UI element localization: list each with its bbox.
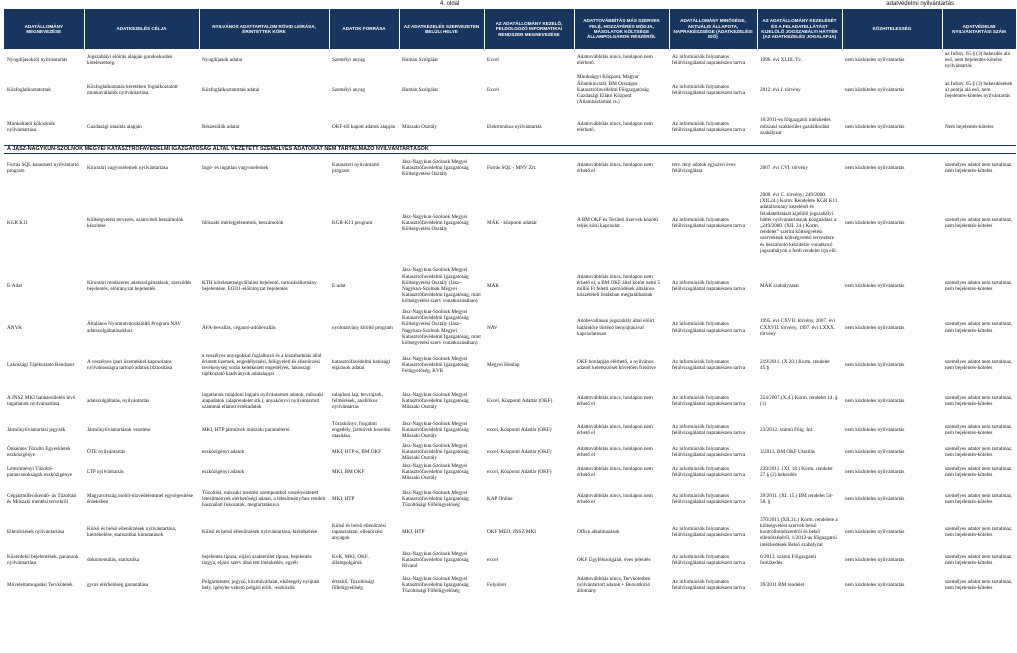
table-cell: Az információk folyamatos felülvizsgálattal naprakészen tartva xyxy=(672,526,746,539)
table-cell: Gazdasági utasítás alapján xyxy=(87,123,142,130)
table-cell: Az információk folyamatos felülvizsgálattal naprakészen tartva xyxy=(672,53,746,66)
table-cell: Jász-Nagykun-Szolnok Megyei Katasztrófavédelmi Igazgatóság Tűzoltósági Főfelügyelőség xyxy=(402,575,469,595)
table-cell: MKI, HTP xyxy=(332,496,355,503)
table-cell: 254/2007.(X.4.) Korm. rendelet 14. § (1) xyxy=(760,395,838,408)
table-cell: NAV xyxy=(487,324,498,331)
table-cell: Közfoglalkoztatottak xyxy=(7,86,51,93)
page-header xyxy=(0,0,960,9)
table-cell: 16/2011-es főigazgatói intézkedés műszaki szakterület gazdálkodási szabályzat xyxy=(760,117,831,136)
table-cell: OKF honlapján elérhető, a nyilvános adatok keletkezését követően frissítve xyxy=(577,359,656,372)
table-cell: Adattovábbítás nincs, honlapon nem elérhető. xyxy=(577,53,653,66)
table-cell: Az információk folyamatos felülvizsgálattal naprakészen tartva xyxy=(672,216,746,229)
table-cell: Gépjárműfecskendő- ás Tűzoltási és Műszaki mentési tervekről xyxy=(7,493,77,506)
table-cell: 370/2011.(XII.31.) Korm. rendelete a költségvetési szervek belső kontrollrendszeréről és belső ellenőrzéséről, 1/2013-as főigazgatói intézkedések Belső szabályzat xyxy=(760,516,838,548)
table-cell: MÁK szabályzatai xyxy=(760,282,799,289)
table-row xyxy=(4,109,1016,145)
table-cell: Kataszteri nyilvántartó program xyxy=(332,162,380,175)
table-cell: KGR-K11 program xyxy=(332,219,373,226)
table-cell: MÁK xyxy=(487,282,500,289)
table-cell: Az információk folyamatos felülvizsgálattal naprakészen tartva xyxy=(672,424,746,437)
table-cell: 1996. évi XLIII. Tv. xyxy=(760,56,802,63)
table-cell: nem közhiteles nyilvántartás xyxy=(845,557,905,564)
table-cell: nyomtatvány kitöltő program xyxy=(332,324,393,331)
table-cell: Az információk folyamatos felülvizsgálattal naprakészen tartva xyxy=(672,279,746,292)
table-cell: A veszélyes ipari üzemekkel kapcsolatos nyilvánosságra tartozó adatok biztosítása xyxy=(87,359,173,372)
table-cell: gyors elérhetőség garantálása xyxy=(87,582,149,589)
section-title: A JÁSZ-NAGYKUN-SZOLNOK MEGYEI KATASZTRÓFAVÉDELMI IGAZGATÓSÁG ÁLTAL VEZETETT SZEMÉLYES ADATOKAT NEM TARTALMAZÓ NYILVÁNTARTÁSOK xyxy=(4,145,1016,153)
table-cell: Általános Nyomtatványkitöltő Program NAV adatszolgáltatásokhoz xyxy=(87,321,181,334)
table-cell: Törzskönyv, forgalmi engedély, járművek kezelési utasítása xyxy=(332,420,391,440)
table-cell: Az információk folyamatos felülvizsgálattal naprakészen tartva xyxy=(672,321,746,334)
table-cell: OKF Ügyfélszolgálat, éves jelentés xyxy=(577,557,651,564)
table-cell: Excel xyxy=(487,56,499,63)
table-cell: Jász-Nagykun-Szolnok Megyei Katasztrófavédelmi Igazgatóság Költségvetési Osztály xyxy=(402,213,469,233)
table-cell: Munkaügyi Központ, Magyar Államkincstár, BM Országos Katasztrófavédelmi Főigazgatóság Gazdasági Ellátó Központ (Államháztartási rs.) xyxy=(577,74,649,106)
col-header: AZ ADATÁLLOMÁNY KEZELŐ, FELDOLGOZÓ INFORMATIKAI RENDSZER MEGNEVEZÉSE xyxy=(484,9,574,49)
col-header: ADATTOVÁBBÍTÁS MÁS SZERVEK FELÉ, HOZZÁFÉRÉS MÓDJA, MÁSOLATOK KÖLTSÉGE ÁLLAMPOLGÁROK RÉSZÉRŐL xyxy=(574,9,669,49)
table-cell: 6/2013. számú Főigazgatói Intézkedés xyxy=(760,554,817,567)
table-cell: Kincstári rendszeres adatszolgáltatások, szerződés bejelentés, előirányzat bejelentés xyxy=(87,279,192,292)
table-cell: Önkéntes Tűzoltó Egyesületek eszközigénye xyxy=(7,446,71,459)
table-cell: tulajdoni lap, tervrajzok, felmérések, analitikus nyilvántartás xyxy=(332,391,383,411)
table-cell: Közfoglalkoztatottak adatai xyxy=(202,86,260,93)
table-cell: Jász-Nagykun-Szolnok Megyei Katasztrófavédelmi Igazgatóság Költségvetési Osztály xyxy=(402,158,469,178)
table-cell: OKF MEO, JNSZ MKI xyxy=(487,529,536,536)
table-cell: Elektronikus nyilvántartás xyxy=(487,123,542,130)
table-cell: Az információk folyamatos felülvizsgálattal naprakészen tartva xyxy=(672,120,746,133)
table-cell: nem közhiteles nyilvántartás xyxy=(845,219,905,226)
table-cell: Külső és belső ellenőrzések nyilvántartása, kiértékelése, statisztikai kimutatások xyxy=(87,526,177,539)
table-cell: MKI, HTP járművek műszaki paraméterei xyxy=(202,427,290,434)
table-cell: ÖTE nyilvántartás xyxy=(87,449,126,456)
page-number: 4. oldal xyxy=(440,1,460,7)
table-cell: Adattovábbítás nincs, honlapon nem elérhető. xyxy=(577,120,653,133)
table-cell: dokumentálás, statisztika xyxy=(87,557,140,564)
table-cell: nem közhiteles nyilvántartás xyxy=(845,398,905,405)
table-row xyxy=(4,548,1016,572)
table-cell: 219/2011. (X.20.) Korm. rendelet 45.§ xyxy=(760,359,830,372)
table-cell: KGR K11 xyxy=(7,219,28,226)
table-cell: Külső és belső ellenőrzési tapasztalatai, ellenőrzési anyagok xyxy=(332,522,387,542)
table-cell: Jász-Nagykun-Szolnok Megyei Katasztrófavédelmi Igazgatóság Műszaki Osztály xyxy=(402,420,469,440)
table-cell: 39/2011 BM rendelet xyxy=(760,582,805,589)
table-cell: Az információk folyamatos felülvizsgálattal naprakészen tartva xyxy=(672,395,746,408)
table-cell: nem közhiteles nyilvántartás xyxy=(845,123,905,130)
table-cell: Jász-Nagykun-Szolnok Megyei Katasztrófavédelmi Igazgatóság Költségvetési Osztály (Jász-Nagykun-Szolnok Megyei Katasztrófavédelmi Igazgatóság, mint költségvetési szerv vonatkozásában) xyxy=(402,309,481,347)
table-cell: Adattovábbítás nincs, honlapon nem érhető el xyxy=(577,446,653,459)
table-cell: Személyi anyag xyxy=(332,56,365,63)
col-header: ADATVÉDELMI NYILVÁNTARTÁSI SZÁM xyxy=(942,9,1016,49)
table-cell: Magyarország mobil-tűzvédelemmel egységesítése érdekében xyxy=(87,493,194,506)
table-cell: Ellenőrzések nyilvántartása xyxy=(7,529,65,536)
table-cell: Tűzoltási, műszaki mentési szempontból veszélyeztetett létesítmények elérhetőségi adatai, a létesítmény/hez rendelt használati fokozatok, megtartatásuva xyxy=(202,489,326,509)
table-cell: személyes adatot nem tartalmaz, nem bejelentés-köteles xyxy=(945,493,1013,506)
table-cell: KvK, MKI, OKF, állampolgárok xyxy=(332,554,369,567)
table-cell: személyes adatot nem tartalmaz, nem bejelentés-köteles xyxy=(945,579,1013,592)
table-cell: Külső és belső ellenőrzések nyilvántartása, kiértékelése xyxy=(202,529,318,536)
table-cell: személyes adatot nem tartalmaz, nem bejelentés-köteles xyxy=(945,359,1013,372)
table-row xyxy=(4,442,1016,462)
table-cell: excel xyxy=(487,557,498,564)
table-cell: Nyugdíjasok adatai xyxy=(202,56,243,63)
table-row xyxy=(4,309,1016,346)
table-cell: E-Adat xyxy=(7,282,22,289)
table-cell: Az információk folyamatos felülvizsgálattal naprakészen tartva xyxy=(672,359,746,372)
table-cell: Nyugdíjasokról nyilvántartás xyxy=(7,56,68,63)
table-cell: személyes adatot nem tartalmaz, nem bejelentés-köteles xyxy=(945,321,1013,334)
table-cell: excel, Központi Adattár (OKF) xyxy=(487,427,552,434)
table-cell: Forrás SQL - MNV Zrt. xyxy=(487,165,537,172)
table-cell: Jász-Nagykun-Szolnok Megyei Katasztrófavédelmi Igazgatóság Műszaki Osztály xyxy=(402,442,469,462)
table-cell: Jász-Nagykun-Szolnok Megyei Katasztrófavédelmi Igazgatóság Költségvetési Osztály (Jász-Nagykun-Szolnok Megyei Katasztrófavédelmi Igazgatóság, mint költségvetési szerv vonatkozásában) xyxy=(402,267,481,305)
table-cell: Humán Szolgálat xyxy=(402,86,438,93)
table-cell: Járműnyilvántartási jegyzék xyxy=(7,427,66,434)
col-header: AZ ADATKEZELÉS SZERVEZETEN BELÜLI HELYE xyxy=(399,9,484,49)
col-header: NYILVÁNOS ADATTARTALOM RÖVID LEÍRÁSA, ÉRINTETTEK KÖRE xyxy=(199,9,329,49)
table-cell: 239/2011. (XI. 18.) Korm. rendelet 27.§ (2) bekezdés xyxy=(760,466,833,479)
section-row xyxy=(4,145,1016,153)
table-cell: személyes adatot nem tartalmaz, nem bejelentés-köteles xyxy=(945,279,1013,292)
table-cell: ingatlanok tulajdoni lapjain nyilvántartott adatok, műszaki alapadatok (alaprendelet stb.), anyakönyvi nyilvántartott számmal ellátott értékadatok xyxy=(202,391,324,411)
table-cell: Személyi anyag xyxy=(332,86,365,93)
table-cell: nem közhiteles nyilvántartás xyxy=(845,496,905,503)
table-cell: Az információk folyamatos felülvizsgálattal naprakészen tartva xyxy=(672,446,746,459)
table-cell: Közérdekű bejelentések, panaszok nyilvántartása xyxy=(7,554,79,567)
table-cell: excel, Központi Adattár (OKF) xyxy=(487,449,552,456)
table-cell: Adattovábbítás nincs, honlapon nem érhető el, a BM OKF által kötött nettó 5 millió Ft feletti szerződések általános közzétételi listákban megtalálhatóak xyxy=(577,273,661,299)
table-cell: nem közhiteles nyilvántartás xyxy=(845,362,905,369)
table-cell: Jász-Nagykun-Szolnok Megyei Katasztrófavédelmi Igazgatóság Tűzoltósági Főfelügyelőség xyxy=(402,489,469,509)
table-cell: Költségvetési tervezés, számviteli beszámolók készítése xyxy=(87,216,184,229)
table-cell: Művelettámogatási Tervkötetek xyxy=(7,582,73,589)
table-cell: Járműnyilvántartások vezetése xyxy=(87,427,151,434)
table-cell: személyes adatot nem tartalmaz, nem bejelentés-köteles xyxy=(945,395,1013,408)
col-header: ADATKEZELÉS CÉLJA xyxy=(84,9,199,49)
table-cell: személyes adatot nem tartalmaz, nem bejelentés-köteles xyxy=(945,526,1013,539)
table-cell: Jász-Nagykun-Szolnok Megyei Katasztrófavédelmi Igazgatóság Hivatal xyxy=(402,550,469,570)
table-cell: személyes adatot nem tartalmaz, nem bejelentés-köteles xyxy=(945,554,1013,567)
non-personal-registers xyxy=(4,153,1016,598)
table-cell: Műszaki Osztály xyxy=(402,123,438,130)
table-cell: Polgármester, jegyző, közművállalat, elsősegély nyújtási hely, igénybe vehető polgári erők, -eszközök xyxy=(202,579,320,592)
table-cell: személyes adatot nem tartalmaz, nem bejelentés-köteles xyxy=(945,446,1013,459)
table-cell: MKI, HTP xyxy=(402,529,425,536)
table-cell: nem közhiteles nyilvántartás xyxy=(845,324,905,331)
table-cell: Adattovábbítás nincs, honlapon nem érhető el xyxy=(577,424,653,437)
personal-data-registers xyxy=(4,49,1016,145)
table-row xyxy=(4,516,1016,548)
table-cell: 2012. évi I. törvény xyxy=(760,86,801,93)
table-cell: nem közhiteles nyilvántartás xyxy=(845,86,905,93)
table-row xyxy=(4,346,1016,384)
table-cell: Megyei Honlap xyxy=(487,362,520,369)
table-cell: Jász-Nagykun-Szolnok Megyei Katasztrófavédelmi Igazgatóság Műszaki Osztály xyxy=(402,391,469,411)
table-cell: Adattovábbítás nincs, honlapon nem érhető el xyxy=(577,466,653,479)
table-row xyxy=(4,71,1016,109)
table-cell: Office alkalmazások xyxy=(577,529,620,536)
section-divider xyxy=(4,145,1016,153)
col-header: KÖZHITELESSÉG xyxy=(842,9,942,49)
table-cell: nem közhiteles nyilvántartás xyxy=(845,449,905,456)
table-cell: Adattovábbítás nincs, Tervkötetben nyilvántartott adatok + Beavatkozó állomány xyxy=(577,575,651,595)
table-cell: Adattovábbítás nincs, honlapon nem érhető el xyxy=(577,162,653,175)
table-cell: eszközigényi adatok xyxy=(202,449,245,456)
table-cell: Időszaki mérlegjelentések, beszámolók xyxy=(202,219,284,226)
table-cell: Létesítményi Tűzoltó-parancsnokságok eszközigénye xyxy=(7,466,72,479)
table-cell: Nem bejelentés-köteles xyxy=(945,123,994,130)
table-cell: személyes adatot nem tartalmaz, nem bejelentés-köteles xyxy=(945,466,1013,479)
table-cell: a veszélyes anyagokkal foglalkozó és a kiszabadulás által érintett üzemek, engedélyezési, felügyeleti és ellenőrzési tevékenység során keletkezett engedélyek, lakossági tájékoztató kiadványok adatalapjai xyxy=(202,352,322,378)
table-cell: excel, Központi Adattár (OKF) xyxy=(487,469,552,476)
table-row xyxy=(4,153,1016,183)
document-running-title: adatvédelmi nyilvántartás xyxy=(886,1,954,7)
table-cell: E-adat xyxy=(332,282,346,289)
table-cell: Jász-Nagykun-Szolnok Megyei Katasztrófavédelmi Igazgatóság Felügyelőség, KVK xyxy=(402,355,469,375)
table-row xyxy=(4,49,1016,71)
col-header: ADATÁLLOMÁNY MEGNEVEZÉSE xyxy=(4,9,84,49)
table-cell: Az információk folyamatos felülvizsgálattal naprakészen tartva xyxy=(672,466,746,479)
table-cell: bejelentés típusa, eljáró szakterület típusa, bejelentés tárgya, eljáró szerv által tett intézkedés, egyéb xyxy=(202,554,312,567)
col-header: ADATÁLLOMÁNY MINŐSÉGE, AKTUÁLIS ÁLLAPOTA, NAPRAKÉSZSÉGE (ADATKEZELÉSI IDŐ) xyxy=(669,9,757,49)
table-cell: 1995. évi CXVII. törvény, 2007. évi CXXVII. törvény, 1997. évi LXXX. törvény xyxy=(760,318,836,337)
table-cell: Jogszabályi előírás alapján gondoskodási kötelezettség. xyxy=(87,53,173,66)
table-cell: Az információk folyamatos felülvizsgálattal naprakészen tartva xyxy=(672,493,746,506)
table-cell: nem közhiteles nyilvántartás xyxy=(845,282,905,289)
table-cell: MKI, BM OKF xyxy=(332,469,365,476)
table-cell: Excel xyxy=(487,86,499,93)
table-cell: OKF-től kapott adatok alapján xyxy=(332,123,396,130)
table-cell: személyes adatot nem tartalmaz, nem bejelentés-köteles xyxy=(945,216,1013,229)
table-cell: 39/2011. (XI. 15.) BM rendelet 54-58. § xyxy=(760,493,833,506)
table-cell: adatszolgáltatás, nyilvántartás xyxy=(87,398,150,405)
table-cell: Az információk folyamatos felülvizsgálattal naprakészen tartva xyxy=(672,554,746,567)
table-row xyxy=(4,462,1016,482)
table-cell: Kincstári vagyonelemek nyilvántartása xyxy=(87,165,168,172)
table-row xyxy=(4,418,1016,442)
table-cell: Adattovábbítás nincs, honlapon nem érhető el xyxy=(577,395,653,408)
col-header: AZ ADATÁLLOMÁNY KEZELÉSÉT ÉS A FELADATELLÁTÁST KIJELÖLŐ JOGSZABÁLYI HÁTTÉR (AZ ADATKEZELÉS JOGALAPJA) xyxy=(757,9,842,49)
table-cell: katasztrófavédelmi hatósági eljárások adatai xyxy=(332,359,391,372)
col-header: ADATOK FORRÁSA xyxy=(329,9,399,49)
register-table xyxy=(4,9,1017,598)
table-cell: Excel, Központi Adattár (OKF) xyxy=(487,398,553,405)
table-cell: Ingó- és ingatlan vagyonelemek xyxy=(202,165,269,172)
table-cell: személyes adatot nem tartalmaz, nem bejelentés-köteles xyxy=(945,424,1013,437)
table-cell: Közfoglalkoztatás keretében foglalkoztatott munkavállalók nyilvántartása. xyxy=(87,83,178,96)
table-cell: MKI, HTP-k, BM OKF xyxy=(332,449,382,456)
table-cell: LTP nyilvántartás xyxy=(87,469,124,476)
table-cell: nem közhiteles nyilvántartás xyxy=(845,56,905,63)
table-cell: Folyóiret xyxy=(487,582,507,589)
table-cell: 2007. évi CVI. törvény xyxy=(760,165,808,172)
table-cell: ÁNYK xyxy=(7,324,22,331)
table-cell: terv. tény adatok egyszeri éves felülvizsgálata xyxy=(672,162,736,175)
table-cell: 2000. évi C. törvény; 249/2000. (XII.24.) Korm. Rendelete KGR K11 adatállomány kezelését és feladatellátását kijelölő jogszabályi háttér nyilvántartásnak közgazdász a „249/2000. (XII. 24.) Korm. rendelet” szerint költségvetési szerveknek költségvetési tervezésre és beszámoló készítésre vonatkozó jogszabályok a fenti rendelet írja elő. xyxy=(760,191,838,254)
table-cell: nem közhiteles nyilvántartás xyxy=(845,582,905,589)
table-cell: Adattovábbítás nincs, honlapon nem érhető el xyxy=(577,493,653,506)
table-cell: értesítő, Tűzoltósági főfelügyelőség xyxy=(332,579,375,592)
table-cell: Lakossági Tájékoztató Rendszer xyxy=(7,362,75,369)
table-row xyxy=(4,384,1016,418)
table-cell: az Infotv. 65.§ (3) bekezdés alá eső, nem bejelentés-köteles nyilvántartás xyxy=(945,50,1010,70)
table-cell: 3/2013. BM OKF Utasítás xyxy=(760,449,815,456)
table-cell: nem közhiteles nyilvántartás xyxy=(845,165,905,172)
table-cell: Jász-Nagykun-Szolnok Megyei Katasztrófavédelmi Igazgatóság Műszaki Osztály xyxy=(402,462,469,482)
table-cell: 23/2012. számú Főig. Int. xyxy=(760,427,814,434)
table-cell: az Infotv. 65.§ (3) bekezdésének a) pontja alá eső, nem bejelentés-köteles nyilvántartás xyxy=(945,80,1013,100)
table-cell: A BM OKF és Területi Szervek közötti teljes körű kapcsolat xyxy=(577,216,659,229)
table-cell: Munkáltatói kölcsönök nyilvántartása xyxy=(7,120,55,133)
table-cell: KTH kötelezettségvállalási bejelentő, tartozásállomány bejelentése, EGO1-előirányzat bejelentés xyxy=(202,279,317,292)
table-cell: nem közhiteles nyilvántartás xyxy=(845,529,905,536)
table-cell: Humán Szolgálat xyxy=(402,56,438,63)
table-row xyxy=(4,482,1016,516)
table-cell: nem közhiteles nyilvántartás xyxy=(845,427,905,434)
table-cell: Az információk folyamatos felülvizsgálattal naprakészen tartva xyxy=(672,579,746,592)
header-row xyxy=(4,9,1016,49)
table-cell: eszközigényi adatok xyxy=(202,469,245,476)
table-cell: MÁK - központi adattár xyxy=(487,219,537,226)
table-row xyxy=(4,183,1016,263)
table-cell: KAP Online xyxy=(487,496,513,503)
table-cell: ÁFA-bevallás, cégautó-adóbevallás xyxy=(202,324,276,331)
table-row xyxy=(4,572,1016,598)
table-cell: Részesülők adatai xyxy=(202,123,240,130)
table-cell: nem közhiteles nyilvántartás xyxy=(845,469,905,476)
table-cell: Adóbevallások jogszabály által előírt határidőre történő benyújtásával kapcsolatosan xyxy=(577,318,655,337)
table-cell: személyes adatot nem tartalmaz, nem bejelentés-köteles xyxy=(945,162,1013,175)
table-cell: Az információk folyamatos felülvizsgálattal naprakészen tartva xyxy=(672,83,746,96)
table-row xyxy=(4,263,1016,309)
table-cell: A JNSZ MKI hatásterületén lévő ingatlanok nyilvántartása xyxy=(7,395,76,408)
table-cell: Forrás SQL kataszteri nyilvántartó program xyxy=(7,162,79,175)
